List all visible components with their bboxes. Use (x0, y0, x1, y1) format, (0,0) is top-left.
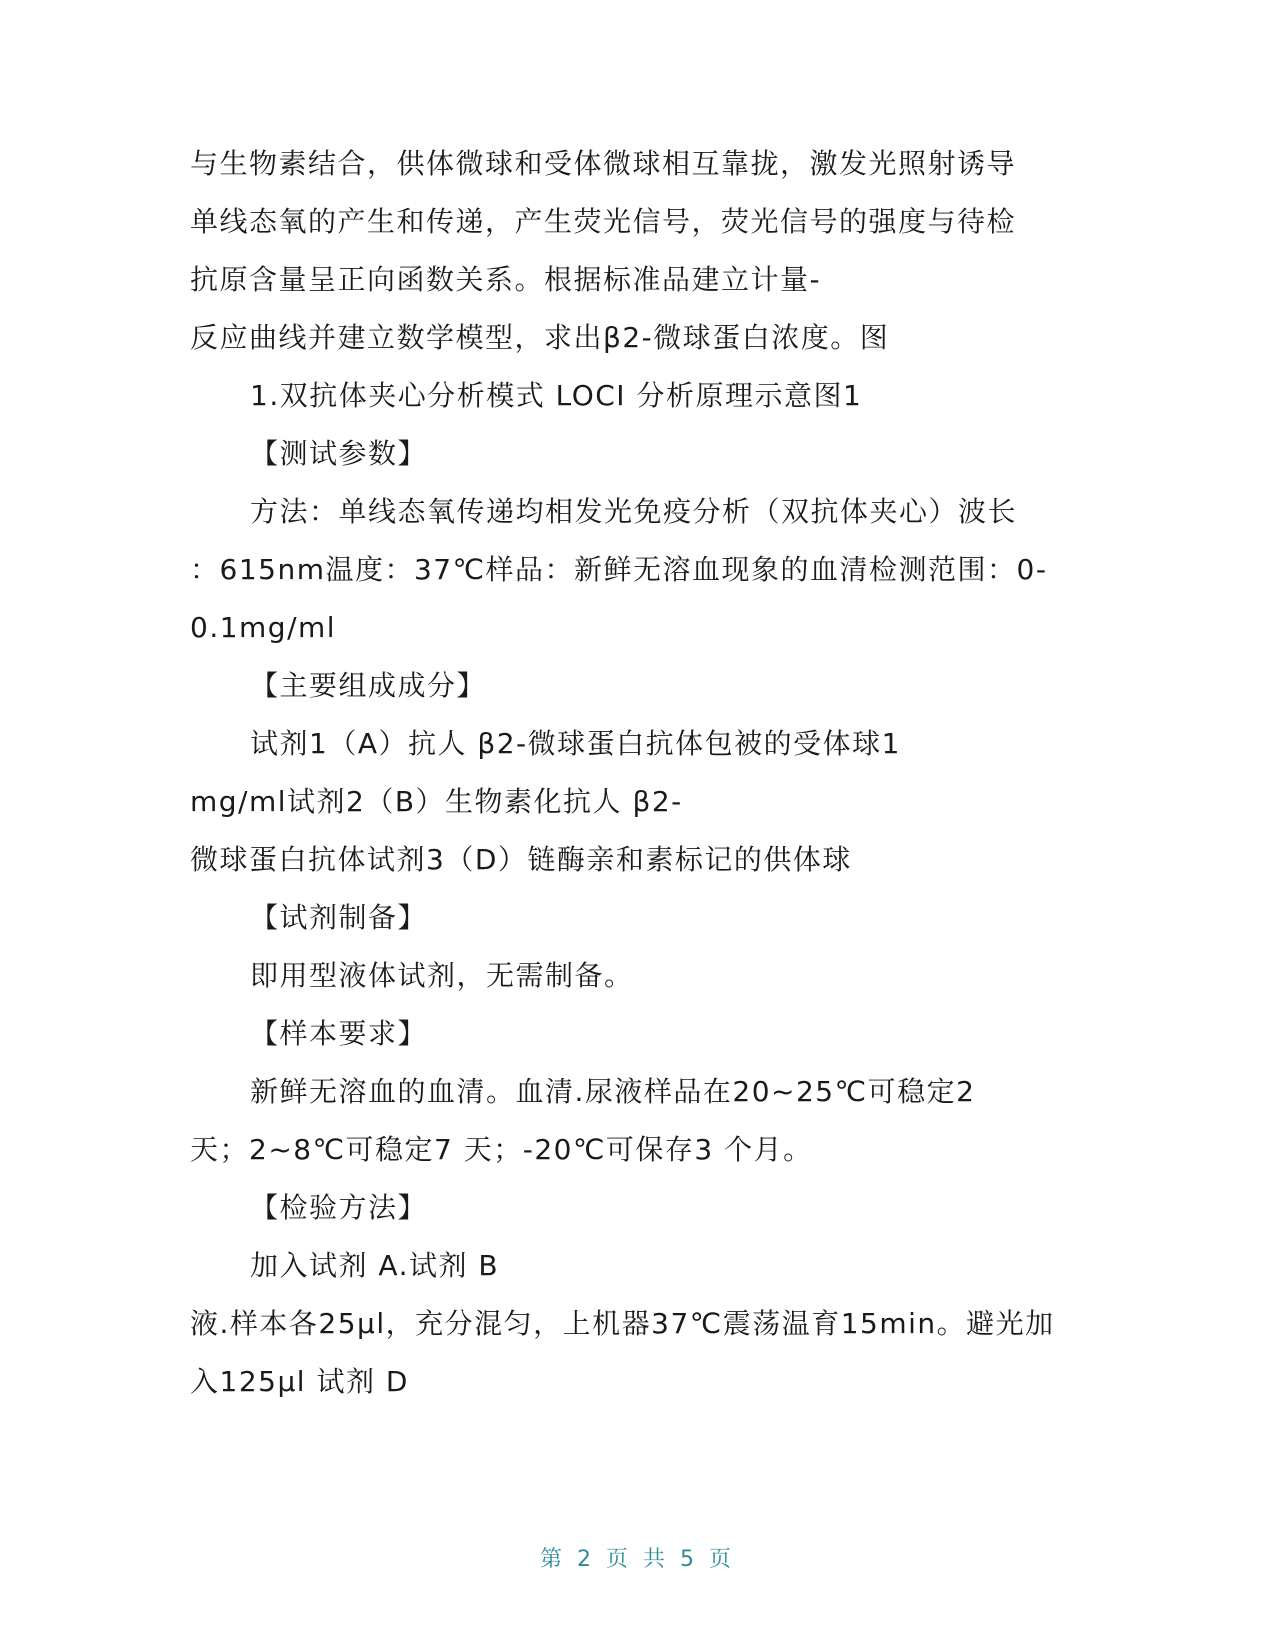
figure-caption: 1.双抗体夹心分析模式 LOCI 分析原理示意图1 (250, 379, 863, 412)
section-heading-sample-requirements: 【样本要求】 (250, 1017, 428, 1050)
section-heading-test-method: 【检验方法】 (250, 1191, 428, 1224)
section-heading-reagent-preparation: 【试剂制备】 (250, 901, 428, 934)
body-text-line: 加入试剂 A.试剂 B (250, 1249, 500, 1282)
body-text-line: 液.样本各25μl，充分混匀，上机器37℃震荡温育15min。避光加 (190, 1307, 1055, 1340)
body-text-line: 与生物素结合，供体微球和受体微球相互靠拢，激发光照射诱导 (190, 147, 1017, 180)
body-text-line: 新鲜无溶血的血清。血清.尿液样品在20~25℃可稳定2 (250, 1075, 976, 1108)
body-text-line: 试剂1（A）抗人 β2-微球蛋白抗体包被的受体球1 (250, 727, 901, 760)
body-text-line: 抗原含量呈正向函数关系。根据标准品建立计量- (190, 263, 822, 296)
body-text-line: 反应曲线并建立数学模型，求出β2-微球蛋白浓度。图 (190, 321, 890, 354)
section-heading-test-parameters: 【测试参数】 (250, 437, 428, 470)
body-text-line: mg/ml试剂2（B）生物素化抗人 β2- (190, 785, 683, 818)
body-text-line: 入125μl 试剂 D (190, 1365, 409, 1398)
body-text-line: ：615nm温度：37℃样品：新鲜无溶血现象的血清检测范围：0- (190, 553, 1048, 586)
body-text-line: 微球蛋白抗体试剂3（D）链酶亲和素标记的供体球 (190, 843, 852, 876)
body-text-line: 0.1mg/ml (190, 611, 337, 644)
page-number-footer: 第 2 页 共 5 页 (540, 1547, 735, 1572)
body-text-line: 即用型液体试剂，无需制备。 (250, 959, 634, 992)
body-text-line: 方法：单线态氧传递均相发光免疫分析（双抗体夹心）波长 (250, 495, 1018, 528)
body-text-line: 天；2~8℃可稳定7 天；-20℃可保存3 个月。 (190, 1133, 813, 1166)
body-text-line: 单线态氧的产生和传递，产生荧光信号，荧光信号的强度与待检 (190, 205, 1017, 238)
section-heading-components: 【主要组成成分】 (250, 669, 487, 702)
